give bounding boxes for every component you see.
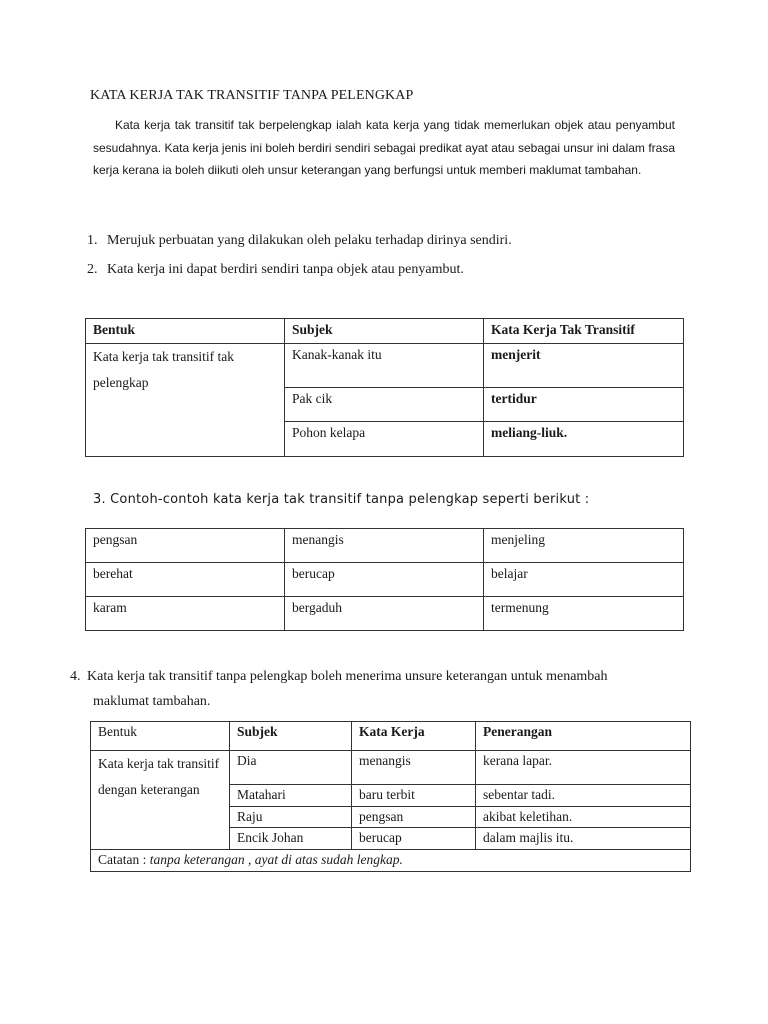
cell-word: berehat <box>86 563 285 597</box>
cell-subjek: Matahari <box>230 785 352 807</box>
cell-kata-kerja: baru terbit <box>352 785 476 807</box>
cell-subjek: Pak cik <box>285 388 484 422</box>
table-row <box>91 751 691 785</box>
cell-kata-kerja: menjerit <box>484 344 684 388</box>
header-kata-kerja: Kata Kerja <box>352 722 476 751</box>
cell-kata-kerja: tertidur <box>484 388 684 422</box>
list-item <box>87 233 512 249</box>
cell-subjek: Dia <box>230 751 352 785</box>
cell-word: menangis <box>285 529 484 563</box>
list-text: Kata kerja ini dapat berdiri sendiri tanpa objek atau penyambut. <box>107 262 464 277</box>
catatan-text: tanpa keterangan , ayat di atas sudah lengkap. <box>149 852 403 867</box>
cell-word: termenung <box>484 597 684 631</box>
cell-word: pengsan <box>86 529 285 563</box>
list-number: 4. <box>70 669 81 684</box>
cell-word: menjeling <box>484 529 684 563</box>
list-number: 1. <box>87 233 98 248</box>
table-row <box>86 597 684 631</box>
table-contoh-kata-kerja <box>85 528 684 631</box>
cell-kata-kerja: pengsan <box>352 807 476 828</box>
point-4 <box>70 669 608 685</box>
cell-subjek: Kanak-kanak itu <box>285 344 484 388</box>
cell-word: berucap <box>285 563 484 597</box>
table-header-row <box>86 319 684 344</box>
point-4-line1: Kata kerja tak transitif tanpa pelengkap boleh menerima unsure keterangan untuk menambah <box>87 669 608 684</box>
intro-paragraph <box>93 114 675 182</box>
cell-kata-kerja: menangis <box>352 751 476 785</box>
list-text: Merujuk perbuatan yang dilakukan oleh pelaku terhadap dirinya sendiri. <box>107 233 512 248</box>
table-row <box>86 529 684 563</box>
list-item <box>87 262 464 278</box>
cell-subjek: Raju <box>230 807 352 828</box>
intro-text: Kata kerja tak transitif tak berpelengkap ialah kata kerja yang tidak memerlukan objek atau penyambut sesudahnya. Kata kerja jenis ini boleh berdiri sendiri sebagai predikat ayat atau sebagai unsur ini dalam frasa kerja kerana ia boleh diikuti oleh unsur keterangan yang berfungsi untuk memberi maklumat tambahan. <box>93 118 675 178</box>
cell-subjek: Encik Johan <box>230 828 352 850</box>
cell-penerangan: akibat keletihan. <box>476 807 691 828</box>
catatan-cell <box>91 850 691 872</box>
table-kata-kerja-tak-transitif <box>85 318 684 457</box>
point-4-line2: maklumat tambahan. <box>93 694 211 709</box>
table-kata-kerja-dengan-keterangan <box>90 721 691 872</box>
cell-word: belajar <box>484 563 684 597</box>
point-3-heading: 3. Contoh-contoh kata kerja tak transitif tanpa pelengkap seperti berikut : <box>93 492 590 507</box>
cell-penerangan: kerana lapar. <box>476 751 691 785</box>
header-kata-kerja: Kata Kerja Tak Transitif <box>484 319 684 344</box>
header-bentuk: Bentuk <box>91 722 230 751</box>
header-penerangan: Penerangan <box>476 722 691 751</box>
cell-word: bergaduh <box>285 597 484 631</box>
list-number: 2. <box>87 262 98 277</box>
table-header-row <box>91 722 691 751</box>
catatan-label: Catatan : <box>98 852 150 867</box>
cell-bentuk: Kata kerja tak transitif dengan keterangan <box>91 751 230 850</box>
header-bentuk: Bentuk <box>86 319 285 344</box>
cell-subjek: Pohon kelapa <box>285 422 484 457</box>
header-subjek: Subjek <box>230 722 352 751</box>
cell-kata-kerja: berucap <box>352 828 476 850</box>
table-row <box>86 344 684 388</box>
cell-bentuk: Kata kerja tak transitif tak pelengkap <box>86 344 285 457</box>
catatan-row <box>91 850 691 872</box>
page-title: KATA KERJA TAK TRANSITIF TANPA PELENGKAP <box>90 88 414 103</box>
header-subjek: Subjek <box>285 319 484 344</box>
cell-penerangan: dalam majlis itu. <box>476 828 691 850</box>
cell-word: karam <box>86 597 285 631</box>
cell-kata-kerja: meliang-liuk. <box>484 422 684 457</box>
cell-penerangan: sebentar tadi. <box>476 785 691 807</box>
table-row <box>86 563 684 597</box>
